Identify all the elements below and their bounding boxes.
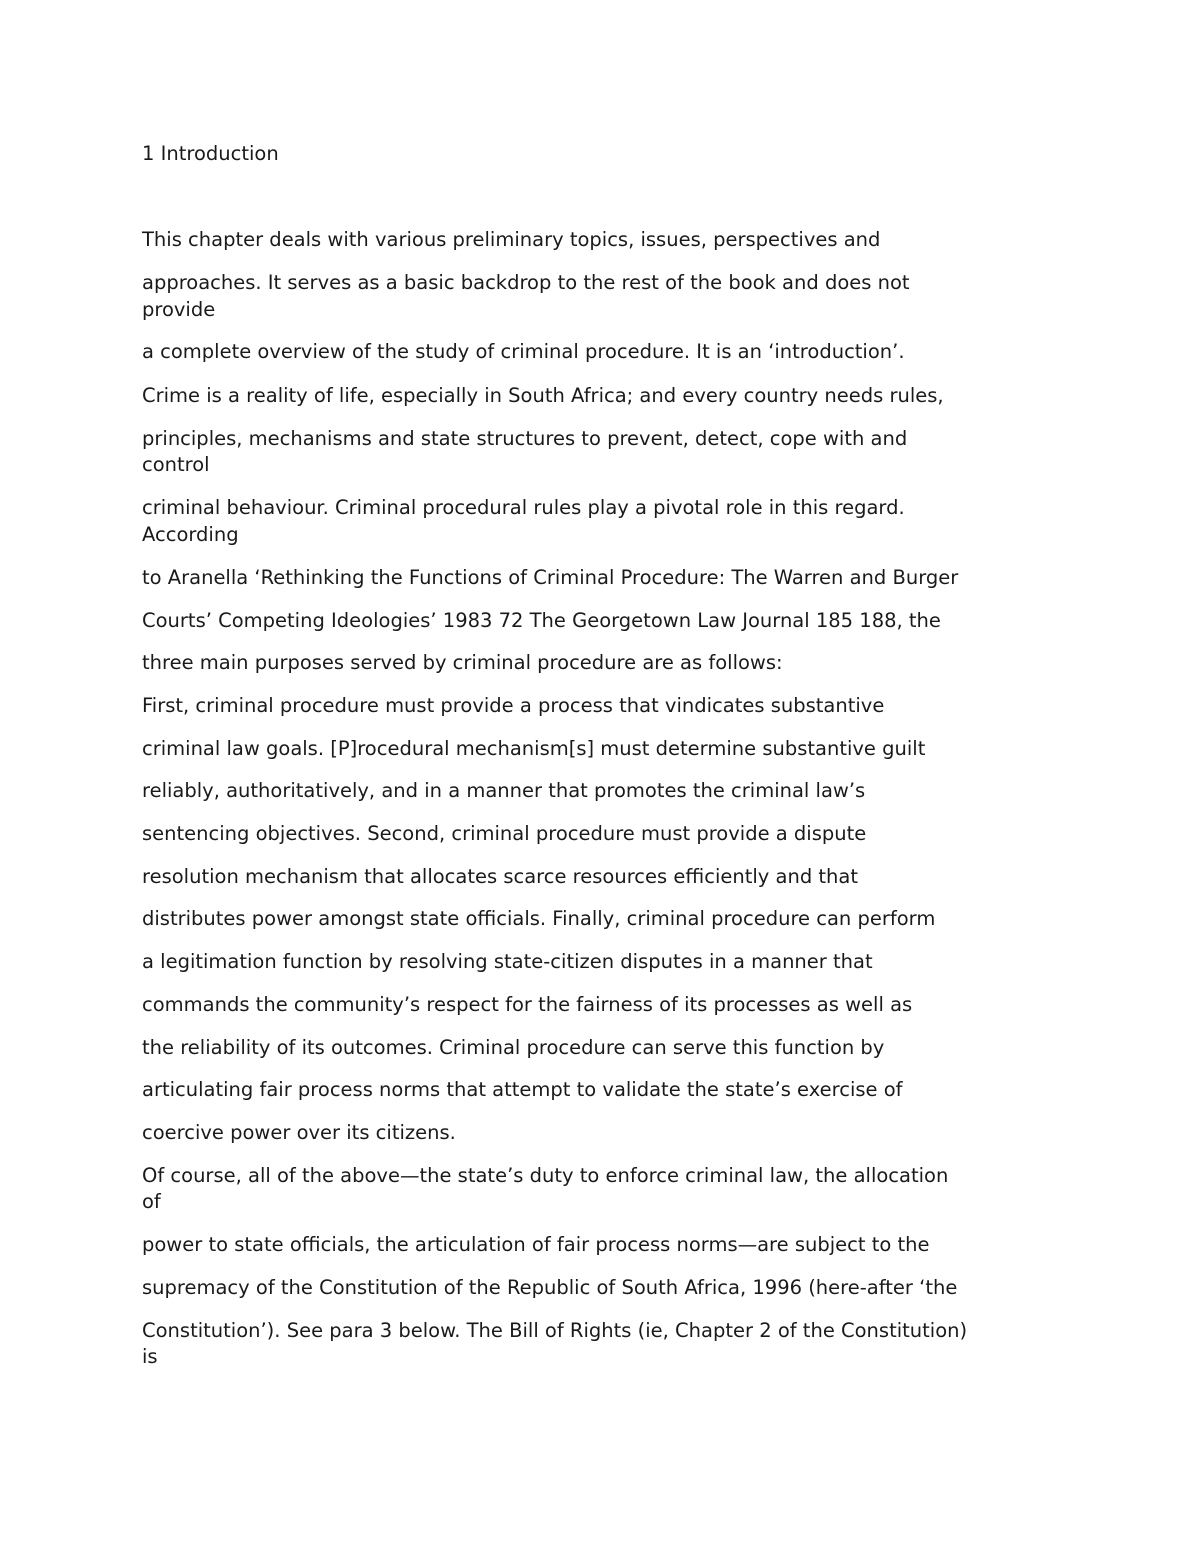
text-line: the reliability of its outcomes. Criminal procedure can serve this function by bbox=[142, 1036, 885, 1059]
text-line: sentencing objectives. Second, criminal procedure must provide a dispute bbox=[142, 822, 867, 845]
text-line: three main purposes served by criminal procedure are as follows: bbox=[142, 651, 783, 674]
text-line: First, criminal procedure must provide a process that vindicates substantive bbox=[142, 694, 885, 717]
text-line: approaches. It serves as a basic backdrop to the rest of the book and does not bbox=[142, 271, 910, 294]
text-line: Of course, all of the above—the state’s duty to enforce criminal law, the allocation bbox=[142, 1164, 949, 1187]
text-line: is bbox=[142, 1345, 158, 1368]
text-line: criminal behaviour. Criminal procedural rules play a pivotal role in this regard. bbox=[142, 496, 905, 519]
text-line: Crime is a reality of life, especially in South Africa; and every country needs rules, bbox=[142, 384, 944, 407]
text-line: criminal law goals. [P]rocedural mechanism[s] must determine substantive guilt bbox=[142, 737, 926, 760]
text-line: articulating fair process norms that attempt to validate the state’s exercise of bbox=[142, 1078, 903, 1101]
text-line: distributes power amongst state officials. Finally, criminal procedure can perform bbox=[142, 907, 936, 930]
text-line: coercive power over its citizens. bbox=[142, 1121, 456, 1144]
text-line: supremacy of the Constitution of the Republic of South Africa, 1996 (here-after ‘the bbox=[142, 1276, 958, 1299]
text-line: resolution mechanism that allocates scarce resources efficiently and that bbox=[142, 865, 859, 888]
text-line: reliably, authoritatively, and in a manner that promotes the criminal law’s bbox=[142, 779, 866, 802]
text-line: control bbox=[142, 453, 210, 476]
text-line: a legitimation function by resolving state-citizen disputes in a manner that bbox=[142, 950, 873, 973]
text-line: commands the community’s respect for the fairness of its processes as well as bbox=[142, 993, 913, 1016]
text-line: a complete overview of the study of criminal procedure. It is an ‘introduction’. bbox=[142, 340, 905, 363]
text-line: According bbox=[142, 523, 239, 546]
text-line: This chapter deals with various preliminary topics, issues, perspectives and bbox=[142, 228, 881, 251]
text-line: to Aranella ‘Rethinking the Functions of Criminal Procedure: The Warren and Burger bbox=[142, 566, 959, 589]
text-line: of bbox=[142, 1190, 161, 1213]
text-line: power to state officials, the articulation of fair process norms—are subject to the bbox=[142, 1233, 930, 1256]
text-line: principles, mechanisms and state structures to prevent, detect, cope with and bbox=[142, 427, 908, 450]
section-heading: 1 Introduction bbox=[142, 142, 279, 165]
text-line: Constitution’). See para 3 below. The Bill of Rights (ie, Chapter 2 of the Constitution) bbox=[142, 1319, 968, 1342]
text-line: Courts’ Competing Ideologies’ 1983 72 The Georgetown Law Journal 185 188, the bbox=[142, 609, 941, 632]
text-line: provide bbox=[142, 298, 216, 321]
